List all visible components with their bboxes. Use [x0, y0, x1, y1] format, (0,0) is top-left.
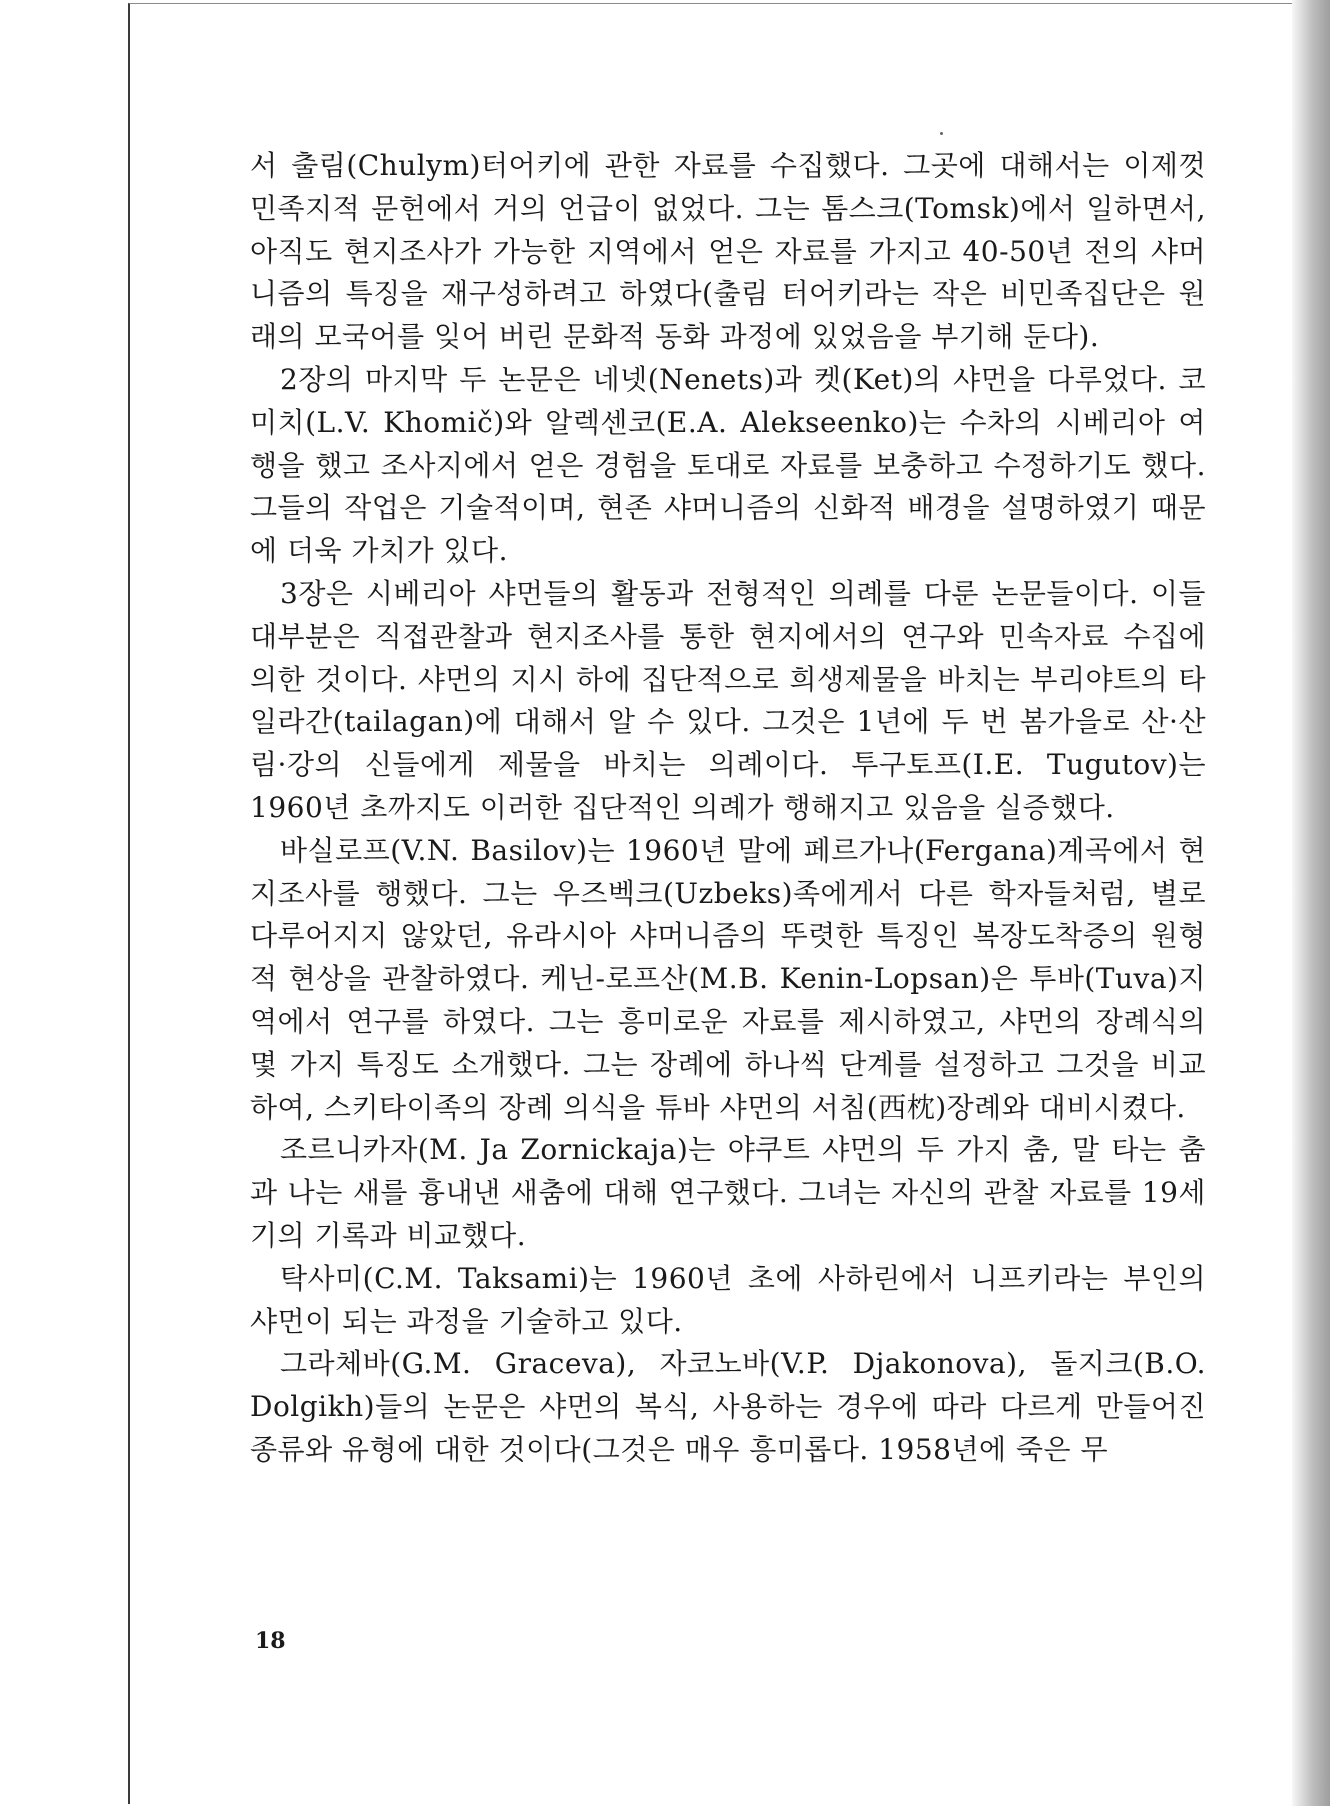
paragraph-5: 조르니카자(M. Ja Zornickaja)는 야쿠트 샤먼의 두 가지 춤, 말 타는 춤과 나는 새를 흉내낸 새춤에 대해 연구했다. 그녀는 자신의 관찰 자료를 19세기의 기록과 비교했다.: [250, 1133, 1206, 1252]
paragraph-2: 2장의 마지막 두 논문은 네넷(Nenets)과 켓(Ket)의 샤먼을 다루었다. 코미치(L.V. Khomič)와 알렉센코(E.A. Alekseenko)는 수차의 시베리아 여행을 했고 조사지에서 얻은 경험을 토대로 자료를 보충하고 수정하기도 했다. 그들의 작업은 기술적이며, 현존 샤머니즘의 신화적 배경을 설명하였기 때문에 더욱 가치가 있다.: [250, 362, 1206, 568]
paragraph-7: 그라체바(G.M. Graceva), 자코노바(V.P. Djakonova), 돌지크(B.O. Dolgikh)들의 논문은 샤먼의 복식, 사용하는 경우에 따라 다르게 만들어진 종류와 유형에 대한 것이다(그것은 매우 흥미롭다. 1958년에 죽은 무: [250, 1347, 1206, 1466]
paragraph-4: 바실로프(V.N. Basilov)는 1960년 말에 페르가나(Fergana)계곡에서 현지조사를 행했다. 그는 우즈벡크(Uzbeks)족에게서 다른 학자들처럼, 별로 다루어지지 않았던, 유라시아 샤머니즘의 뚜렷한 특징인 복장도착증의 원형적 현상을 관찰하였다. 케닌-로프산(M.B. Kenin-Lopsan)은 투바(Tuva)지역에서 연구를 하였다. 그는 흥미로운 자료를 제시하였고, 샤먼의 장례식의 몇 가지 특징도 소개했다. 그는 장례에 하나씩 단계를 설정하고 그것을 비교하여, 스키타이족의 장례 의식을 튜바 샤먼의 서침(西枕)장례와 대비시켰다.: [250, 833, 1206, 1124]
page-number: 18: [255, 1628, 286, 1654]
page-edge-shadow: [1292, 0, 1330, 1806]
paragraph-3: 3장은 시베리아 샤먼들의 활동과 전형적인 의례를 다룬 논문들이다. 이들 대부분은 직접관찰과 현지조사를 통한 현지에서의 연구와 민속자료 수집에 의한 것이다. 샤먼의 지시 하에 집단적으로 희생제물을 바치는 부리야트의 타일라간(tailagan)에 대해서 알 수 있다. 그것은 1년에 두 번 봄가을로 산·산림·강의 신들에게 제물을 바치는 의례이다. 투구토프(I.E. Tugutov)는 1960년 초까지도 이러한 집단적인 의례가 행해지고 있음을 실증했다.: [250, 576, 1206, 824]
paragraph-6: 탁사미(C.M. Taksami)는 1960년 초에 사하린에서 니프키라는 부인의 샤먼이 되는 과정을 기술하고 있다.: [250, 1261, 1206, 1338]
scan-speck: [940, 132, 943, 135]
paragraph-1: 서 출림(Chulym)터어키에 관한 자료를 수집했다. 그곳에 대해서는 이제껏 민족지적 문헌에서 거의 언급이 없었다. 그는 톰스크(Tomsk)에서 일하면서, 아직도 현지조사가 가능한 지역에서 얻은 자료를 가지고 40-50년 전의 샤머니즘의 특징을 재구성하려고 하였다(출림 터어키라는 작은 비민족집단은 원래의 모국어를 잊어 버린 문화적 동화 과정에 있었음을 부기해 둔다).: [250, 149, 1206, 354]
body-text: [250, 145, 1206, 1472]
